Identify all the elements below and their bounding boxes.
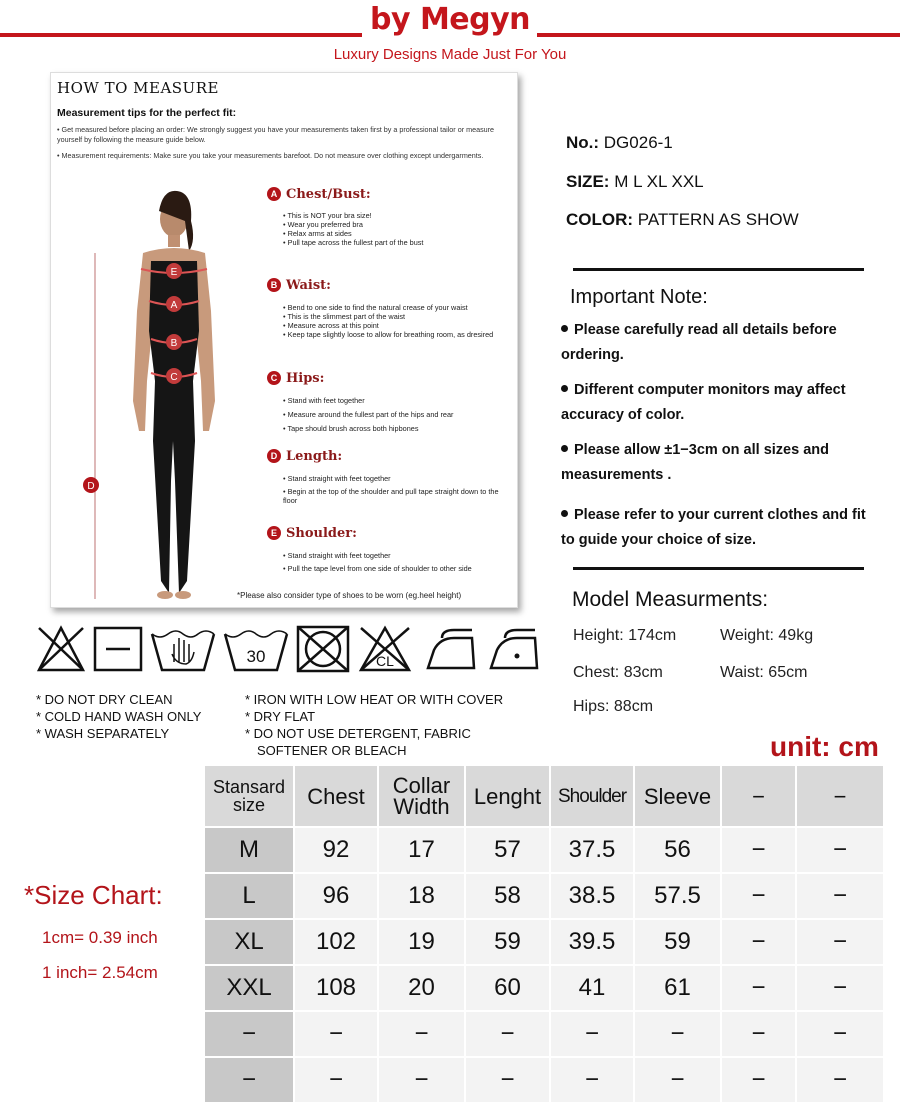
table-cell: − xyxy=(796,1011,884,1057)
size-label-cell: XL xyxy=(204,919,294,965)
table-header-cell: Sleeve xyxy=(634,765,721,827)
section-waist-bullets: • Bend to one side to find the natural crease of your waist • This is the slimmest part of the waist • Measure across at this point • Keep tape slightly loose to allow for breathing room, as dresired xyxy=(283,303,494,339)
figure-label-a: A xyxy=(170,300,178,311)
table-cell: − xyxy=(634,1011,721,1057)
figure-label-b: B xyxy=(170,338,178,349)
table-cell: − xyxy=(721,965,796,1011)
card-title: HOW TO MEASURE xyxy=(57,79,219,97)
divider xyxy=(573,268,864,271)
wash-30-icon xyxy=(223,624,289,674)
product-color: COLOR: PATTERN AS SHOW xyxy=(566,210,799,229)
care-instructions-left: * DO NOT DRY CLEAN * COLD HAND WASH ONLY * WASH SEPARATELY xyxy=(36,692,202,741)
section-hips-bullets: • Stand with feet together • Measure around the fullest part of the hips and rear • Tape should brush across both hipbones xyxy=(283,396,454,433)
table-row xyxy=(204,919,884,965)
divider xyxy=(573,567,864,570)
table-row xyxy=(204,965,884,1011)
tip-item: • Get measured before placing an order: We strongly suggest you have your measurements taken first by a professional tailor or measure yourself by following the measure guide below. xyxy=(57,125,495,144)
table-cell: − xyxy=(721,1057,796,1103)
table-cell: 56 xyxy=(634,827,721,873)
table-cell: − xyxy=(294,1011,378,1057)
table-cell: − xyxy=(465,1057,550,1103)
section-length-bullets: • Stand straight with feet together • Begin at the top of the shoulder and pull tape straight down to the floor xyxy=(283,474,499,505)
no-tumble-dry-icon xyxy=(295,624,351,674)
iron-icon xyxy=(487,624,543,674)
section-shoulder-bullets: • Stand straight with feet together • Pull the tape level from one side of shoulder to other side xyxy=(283,551,472,573)
table-header-row xyxy=(204,765,884,827)
note-item: Please refer to your current clothes and fit to guide your choice of size. xyxy=(561,507,866,548)
table-cell: − xyxy=(796,1057,884,1103)
size-label-cell: M xyxy=(204,827,294,873)
section-shoulder: E Shoulder: xyxy=(267,526,357,541)
how-to-measure-card xyxy=(50,72,518,608)
model-title: Model Measurments: xyxy=(572,588,769,611)
table-row xyxy=(204,1011,884,1057)
conversion-inch: 1 inch= 2.54cm xyxy=(42,963,158,982)
table-cell: 102 xyxy=(294,919,378,965)
bleach-label: CL xyxy=(376,653,394,669)
section-length: D Length: xyxy=(267,449,342,464)
note-item: Please allow ±1−3cm on all sizes and measurements . xyxy=(561,442,829,483)
table-cell: 108 xyxy=(294,965,378,1011)
table-cell: 59 xyxy=(465,919,550,965)
tip-item: • Measurement requirements: Make sure you take your measurements barefoot. Do not measure over clothing except undergarments. xyxy=(57,151,484,160)
table-cell: − xyxy=(796,919,884,965)
section-waist: B Waist: xyxy=(267,278,331,293)
conversion-cm: 1cm= 0.39 inch xyxy=(42,928,158,947)
figure-label-c: C xyxy=(170,372,178,383)
table-header-cell: Chest xyxy=(294,765,378,827)
table-cell: − xyxy=(721,827,796,873)
table-row xyxy=(204,827,884,873)
size-chart-table xyxy=(203,764,885,1104)
size-label-cell: XXL xyxy=(204,965,294,1011)
table-row xyxy=(204,873,884,919)
table-cell: 38.5 xyxy=(550,873,634,919)
iron-low-icon xyxy=(424,624,480,674)
table-header-cell: Lenght xyxy=(465,765,550,827)
table-cell: 37.5 xyxy=(550,827,634,873)
table-header-cell: Collar Width xyxy=(378,765,465,827)
tips-title: Measurement tips for the perfect fit: xyxy=(57,107,237,119)
table-cell: − xyxy=(796,965,884,1011)
table-cell: 17 xyxy=(378,827,465,873)
table-cell: 19 xyxy=(378,919,465,965)
table-cell: − xyxy=(721,1011,796,1057)
table-cell: 20 xyxy=(378,965,465,1011)
table-row xyxy=(204,1057,884,1103)
table-cell: − xyxy=(465,1011,550,1057)
figure-label-d: D xyxy=(87,481,95,492)
care-instructions-right: * IRON WITH LOW HEAT OR WITH COVER * DRY FLAT * DO NOT USE DETERGENT, FABRIC SOFTENER OR BLEACH xyxy=(245,692,504,758)
table-cell: 39.5 xyxy=(550,919,634,965)
no-bleach-icon xyxy=(357,624,413,674)
model-weight: Weight: 49kg xyxy=(720,627,814,644)
table-cell: 61 xyxy=(634,965,721,1011)
wash-temp-label: 30 xyxy=(246,647,266,666)
table-cell: 96 xyxy=(294,873,378,919)
size-label-cell: − xyxy=(204,1057,294,1103)
table-cell: − xyxy=(378,1057,465,1103)
note-item: Different computer monitors may affect accuracy of color. xyxy=(561,382,846,423)
model-chest: Chest: 83cm xyxy=(573,664,663,681)
section-chest: A Chest/Bust: xyxy=(267,187,371,202)
table-cell: 58 xyxy=(465,873,550,919)
table-cell: − xyxy=(550,1057,634,1103)
table-cell: 59 xyxy=(634,919,721,965)
unit-label: unit: cm xyxy=(770,731,879,762)
table-cell: − xyxy=(294,1057,378,1103)
brand-tagline: Luxury Designs Made Just For You xyxy=(333,46,567,63)
table-header-cell: Shoulder xyxy=(550,765,634,827)
model-hips: Hips: 88cm xyxy=(573,698,654,715)
table-cell: 18 xyxy=(378,873,465,919)
table-cell: − xyxy=(634,1057,721,1103)
note-item: Please carefully read all details before ordering. xyxy=(561,322,837,363)
table-header-cell: − xyxy=(721,765,796,827)
table-cell: 92 xyxy=(294,827,378,873)
model-waist: Waist: 65cm xyxy=(720,664,808,681)
size-label-cell: − xyxy=(204,1011,294,1057)
table-cell: 57.5 xyxy=(634,873,721,919)
size-chart-title: *Size Chart: xyxy=(24,880,163,910)
card-footnote: *Please also consider type of shoes to be worn (eg.heel height) xyxy=(237,591,462,600)
table-cell: − xyxy=(796,827,884,873)
model-figure xyxy=(71,181,261,601)
table-header-cell: Stansard size xyxy=(204,765,294,827)
table-cell: − xyxy=(796,873,884,919)
brand-logo: by Megyn xyxy=(369,2,531,37)
dry-flat-icon xyxy=(92,624,144,674)
product-size: SIZE: M L XL XXL xyxy=(566,172,704,191)
model-height: Height: 174cm xyxy=(573,627,677,644)
section-chest-bullets: • This is NOT your bra size! • Wear you preferred bra • Relax arms at sides • Pull tape across the fullest part of the bust xyxy=(283,211,424,247)
table-header-cell: − xyxy=(796,765,884,827)
section-hips: C Hips: xyxy=(267,371,324,386)
hand-wash-icon xyxy=(150,624,216,674)
table-cell: − xyxy=(721,873,796,919)
table-cell: 57 xyxy=(465,827,550,873)
notes-title: Important Note: xyxy=(570,286,708,308)
table-cell: 60 xyxy=(465,965,550,1011)
no-dry-clean-icon xyxy=(35,624,87,674)
product-number: No.: DG026-1 xyxy=(566,133,673,152)
figure-label-e: E xyxy=(170,267,178,278)
table-cell: 41 xyxy=(550,965,634,1011)
table-cell: − xyxy=(378,1011,465,1057)
table-cell: − xyxy=(550,1011,634,1057)
size-label-cell: L xyxy=(204,873,294,919)
table-cell: − xyxy=(721,919,796,965)
